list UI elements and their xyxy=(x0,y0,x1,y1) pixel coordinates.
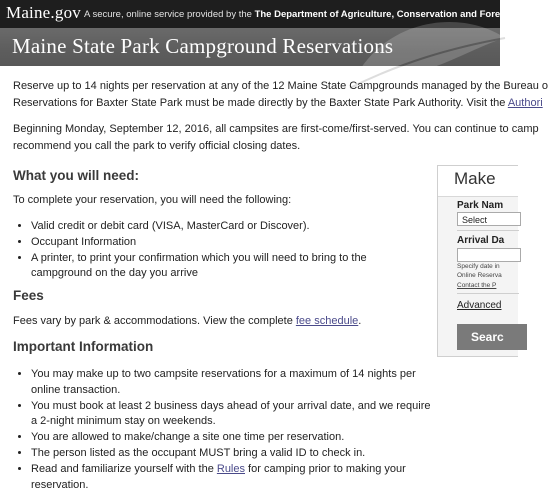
list-item-text: online transaction. xyxy=(31,383,121,396)
page-title: Maine State Park Campground Reservations xyxy=(12,34,394,58)
fees-text-end: . xyxy=(358,315,362,327)
list-item xyxy=(31,462,431,494)
list-item: • Valid credit or debit card (VISA, MasterCard or Discover). xyxy=(31,219,431,235)
fees-text-body: Fees vary by park & accommodations. View the complete xyxy=(13,315,296,327)
tagline-prefix: A secure, online service provided by the xyxy=(84,9,255,20)
widget-divider xyxy=(457,230,519,231)
intro-line-1: Reserve up to 14 nights per reservation at any of the 12 Maine State Campgrounds managed by the Bureau o xyxy=(13,80,548,92)
fee-schedule-link[interactable]: fee schedule xyxy=(295,315,359,327)
list-item: • Occupant Information xyxy=(31,235,431,251)
notice-paragraph xyxy=(13,121,539,155)
intro-line-2: Reservations for Baxter State Park must be made directly by the Baxter State Park Authority. Visit the xyxy=(13,97,508,109)
maine-gov-logo[interactable]: Maine.gov xyxy=(6,3,81,22)
date-hint: Specify date in xyxy=(457,263,500,270)
reservation-widget xyxy=(437,165,518,357)
need-heading: What you will need: xyxy=(13,168,140,183)
list-item: • You are allowed to make/change a site one time per reservation. xyxy=(31,430,431,446)
list-item: • The person listed as the occupant MUST bring a valid ID to check in. xyxy=(31,446,431,462)
online-reservation-hint: Online Reserva xyxy=(457,272,502,279)
list-item-text: campground on the day you arrive xyxy=(31,267,198,280)
list-item-text: Read and familiarize yourself with the xyxy=(31,462,217,475)
title-banner xyxy=(0,28,500,66)
arrival-date-input[interactable] xyxy=(457,248,521,262)
widget-divider xyxy=(457,293,519,294)
advanced-search-link[interactable]: Advanced xyxy=(457,300,502,311)
list-item-text: reservation. xyxy=(31,478,89,491)
notice-line-2: recommend you call the park to verify official closing dates. xyxy=(13,140,301,152)
list-item xyxy=(31,367,431,399)
fees-text xyxy=(13,313,361,330)
need-list xyxy=(13,219,431,282)
fees-heading: Fees xyxy=(13,288,44,303)
important-list xyxy=(13,367,431,493)
list-item xyxy=(31,251,431,283)
widget-header xyxy=(438,166,518,197)
search-button[interactable]: Searc xyxy=(457,324,527,350)
contact-park-link[interactable]: Contact the P xyxy=(457,282,497,289)
baxter-authority-link[interactable]: Authori xyxy=(507,97,543,109)
intro-paragraph xyxy=(13,78,548,112)
list-item-text: A printer, to print your confirmation which you will need to bring to the xyxy=(31,251,367,264)
arrival-date-label: Arrival Da xyxy=(457,235,505,246)
notice-line-1: Beginning Monday, September 12, 2016, all campsites are first-come/first-served. You can continue to camp xyxy=(13,123,539,135)
need-lead: To complete your reservation, you will need the following: xyxy=(13,194,292,206)
tagline-agency[interactable]: The Department of Agriculture, Conservation and Forestry xyxy=(254,9,518,20)
park-select[interactable]: Select xyxy=(457,212,521,226)
important-heading: Important Information xyxy=(13,339,154,354)
list-item-text: You must book at least 2 business days ahead of your arrival date, and we require xyxy=(31,399,431,412)
list-item xyxy=(31,399,431,431)
widget-title: Make xyxy=(454,169,496,188)
list-item-text: a 2-night minimum stay on weekends. xyxy=(31,415,216,428)
list-item-text: for camping prior to making your xyxy=(245,462,406,475)
rules-link[interactable]: Rules xyxy=(216,462,245,475)
main-content xyxy=(13,78,548,164)
park-name-label: Park Nam xyxy=(457,200,504,211)
list-item-text: You may make up to two campsite reservations for a maximum of 14 nights per xyxy=(31,368,416,380)
